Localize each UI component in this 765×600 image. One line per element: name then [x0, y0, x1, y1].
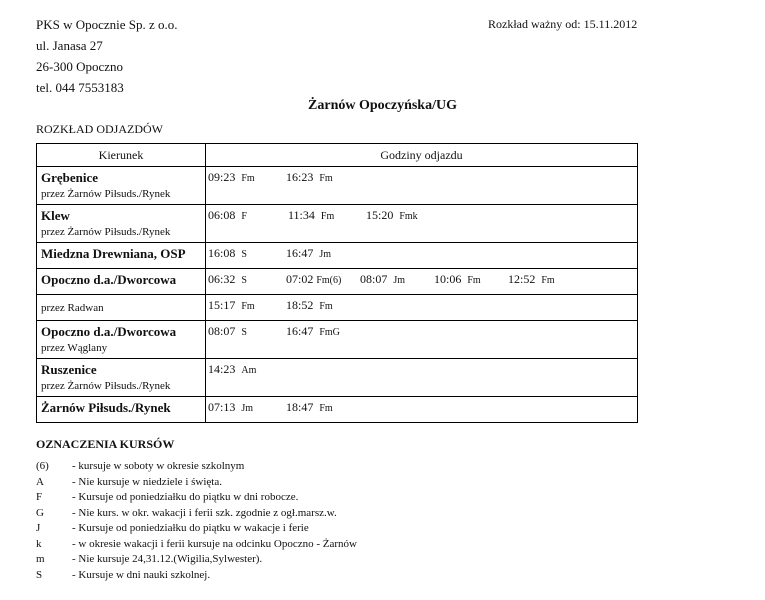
departures-cell — [206, 295, 638, 321]
company-street: ul. Janasa 27 — [36, 38, 103, 53]
departure-note: Fm — [541, 275, 555, 286]
departures-cell — [206, 359, 638, 397]
departure — [208, 272, 247, 287]
legend-code: m — [36, 553, 45, 565]
departure-note: Fm — [320, 211, 335, 222]
departure-note: S — [241, 327, 247, 338]
departure — [208, 298, 255, 313]
table-row — [37, 269, 638, 295]
departures-cell — [206, 167, 638, 205]
legend-code: k — [36, 537, 42, 550]
legend-code: A — [36, 475, 44, 488]
destination-via: przez Żarnów Piłsuds./Rynek — [41, 380, 171, 392]
departure-note: S — [241, 249, 247, 260]
departures-cell — [206, 205, 638, 243]
departure — [208, 208, 247, 223]
table-row — [37, 397, 638, 423]
table-row — [37, 243, 638, 269]
legend-text: - Nie kursuje w niedziele i święta. — [72, 475, 222, 488]
departure-note: FmG — [319, 327, 340, 338]
legend-item — [36, 537, 357, 553]
legend-item — [36, 490, 357, 506]
departure-time: 06:32 — [208, 272, 236, 286]
legend-text: - w okresie wakacji i ferii kursuje na odcinku Opoczno - Żarnów — [72, 537, 357, 550]
departures-cell — [206, 269, 638, 295]
departure — [286, 400, 333, 415]
legend-text: - Nie kurs. w okr. wakacji i ferii szk. zgodnie z ogł.marsz.w. — [72, 506, 337, 519]
departure — [208, 400, 253, 415]
departure-time: 12:52 — [508, 272, 536, 286]
departure-time: 15:20 — [366, 208, 394, 222]
legend-item — [36, 521, 357, 537]
legend-item — [36, 475, 357, 491]
legend-code: S — [36, 568, 43, 581]
legend-list — [36, 459, 357, 583]
destination-name: Grębenice — [41, 170, 99, 185]
destination-via: przez Żarnów Piłsuds./Rynek — [41, 226, 171, 238]
destination-name: Ruszenice — [41, 362, 97, 377]
destination-cell — [37, 269, 206, 295]
departure-time: 07:13 — [208, 400, 236, 414]
legend-code: F — [36, 491, 43, 503]
departure — [208, 246, 247, 261]
legend-code: J — [36, 522, 41, 534]
destination-cell — [37, 205, 206, 243]
departure-time: 18:52 — [286, 298, 314, 312]
legend-item — [36, 552, 357, 568]
timetable — [36, 143, 638, 423]
company-city: 26-300 Opoczno — [36, 59, 124, 74]
departure-note: Fm — [319, 173, 333, 184]
departure-note: Fm — [241, 173, 255, 184]
departures-cell — [206, 243, 638, 269]
departures-cell — [206, 321, 638, 359]
departure-note: Fm — [319, 301, 333, 312]
table-header-row — [37, 144, 638, 167]
legend-item — [36, 568, 357, 584]
col-header-direction: Kierunek — [37, 144, 206, 167]
table-row — [37, 167, 638, 205]
departure — [366, 208, 418, 223]
legend-code: (6) — [36, 460, 49, 472]
departure — [360, 272, 405, 287]
departure-time: 08:07 — [208, 324, 236, 338]
legend-text: - Kursuje w dni nauki szkolnej. — [72, 568, 211, 581]
departure-note: Fm — [241, 301, 255, 312]
departure-time: 15:17 — [208, 298, 236, 312]
departure — [208, 324, 247, 339]
departure-note: Fmk — [399, 211, 418, 222]
departure — [286, 246, 331, 261]
destination-cell — [37, 167, 206, 205]
departure-time: 06:08 — [208, 208, 236, 222]
departures-cell — [206, 397, 638, 423]
departure-note: Fm — [467, 275, 481, 286]
legend-text: - Kursuje od poniedziałku do piątku w dni robocze. — [72, 491, 299, 503]
departure-note: Am — [241, 365, 257, 376]
valid-from-date: Rozkład ważny od: 15.11.2012 — [488, 17, 638, 31]
destination-via: przez Wąglany — [41, 342, 108, 354]
departure-note: Fm(6) — [316, 275, 342, 286]
departure — [286, 170, 333, 185]
departure-note: Jm — [393, 275, 406, 286]
departure — [286, 324, 340, 339]
departure — [208, 362, 256, 377]
destination-cell — [37, 397, 206, 423]
departure-note: Jm — [319, 249, 332, 260]
table-row — [37, 321, 638, 359]
destination-name: Miedzna Drewniana, OSP — [41, 246, 186, 261]
destination-name: Żarnów Piłsuds./Rynek — [41, 400, 171, 415]
departure-note: F — [241, 211, 247, 222]
departure-note: Fm — [319, 403, 333, 414]
departure-note: Jm — [241, 403, 254, 414]
company-name: PKS w Opocznie Sp. z o.o. — [36, 17, 178, 32]
destination-name: Opoczno d.a./Dworcowa — [41, 324, 177, 339]
departure — [208, 170, 255, 185]
departure-time: 16:47 — [286, 324, 314, 338]
destination-cell — [37, 295, 206, 321]
departure — [286, 298, 333, 313]
legend-item — [36, 459, 357, 475]
legend-text: - kursuje w soboty w okresie szkolnym — [72, 460, 245, 472]
table-row — [37, 205, 638, 243]
table-row-continuation — [37, 295, 638, 321]
legend-text: - Nie kursuje 24,31.12.(Wigilia,Sylwester). — [72, 553, 263, 565]
destination-via: przez Żarnów Piłsuds./Rynek — [41, 188, 171, 200]
company-address-block — [36, 14, 178, 98]
legend-code: G — [36, 506, 44, 519]
section-title: ROZKŁAD ODJAZDÓW — [36, 122, 163, 136]
departure-note: S — [241, 275, 247, 286]
departure-time: 16:23 — [286, 170, 314, 184]
departure — [508, 272, 555, 287]
departure-time: 11:34 — [288, 208, 315, 222]
destination-name: Klew — [41, 208, 70, 223]
legend-text: - Kursuje od poniedziałku do piątku w wakacje i ferie — [72, 522, 309, 534]
legend-item — [36, 506, 357, 522]
departure-time: 14:23 — [208, 362, 236, 376]
destination-name: Opoczno d.a./Dworcowa — [41, 272, 177, 287]
destination-via: przez Radwan — [41, 302, 104, 314]
departure — [434, 272, 481, 287]
departure-time: 08:07 — [360, 272, 388, 286]
departure-time: 09:23 — [208, 170, 236, 184]
company-phone: tel. 044 7553183 — [36, 80, 124, 95]
departure-time: 16:47 — [286, 246, 314, 260]
legend-title: OZNACZENIA KURSÓW — [36, 437, 175, 451]
departure-time: 18:47 — [286, 400, 314, 414]
col-header-times: Godziny odjazdu — [206, 144, 638, 167]
destination-cell — [37, 359, 206, 397]
destination-cell — [37, 321, 206, 359]
stop-title: Żarnów Opoczyńska/UG — [308, 98, 457, 113]
departure-time: 07:02 — [286, 272, 314, 286]
departure-time: 10:06 — [434, 272, 462, 286]
table-row — [37, 359, 638, 397]
departure — [286, 272, 341, 287]
departure — [288, 208, 334, 223]
destination-cell — [37, 243, 206, 269]
departure-time: 16:08 — [208, 246, 236, 260]
